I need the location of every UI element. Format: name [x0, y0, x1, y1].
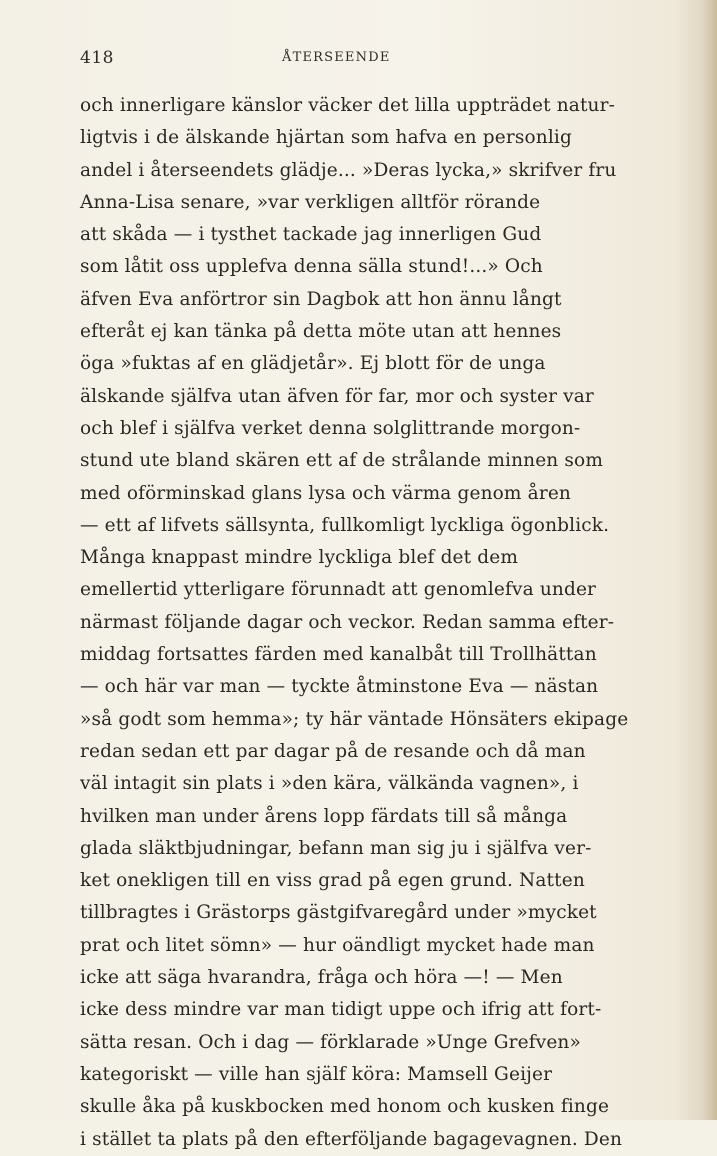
text-line: som låtit oss upplefva denna sälla stund!...» Och — [80, 256, 543, 278]
page-header — [80, 48, 647, 74]
text-line: icke att säga hvarandra, fråga och höra —! — Men — [80, 967, 563, 989]
text-line: öga »fuktas af en glädjetår». Ej blott för de unga — [80, 353, 546, 375]
text-line: med oförminskad glans lysa och värma genom åren — [80, 482, 571, 504]
text-line: hvilken man under årens lopp färdats till så många — [80, 805, 568, 827]
body-text — [80, 90, 642, 1156]
text-line: skulle åka på kuskbocken med honom och kusken finge — [80, 1096, 610, 1118]
text-line: sätta resan. Och i dag — förklarade »Unge Grefven» — [80, 1031, 581, 1053]
text-line: — och här var man — tyckte åtminstone Eva — nästan — [80, 676, 599, 698]
text-line: kategoriskt — ville han själf köra: Mamsell Geijer — [80, 1063, 553, 1085]
running-head: ÅTERSEENDE — [282, 50, 391, 65]
text-line: redan sedan ett par dagar på de resande och då man — [80, 740, 586, 762]
text-line: Många knappast mindre lyckliga blef det dem — [80, 547, 519, 569]
text-line: närmast följande dagar och veckor. Redan samma efter- — [80, 611, 615, 633]
text-line: »så godt som hemma»; ty här väntade Hönsäters ekipage — [80, 708, 629, 730]
text-line: tillbragtes i Grästorps gästgifvaregård under »mycket — [80, 902, 597, 924]
text-line: icke dess mindre var man tidigt uppe och ifrig att fort- — [80, 999, 602, 1021]
page-number: 418 — [80, 48, 114, 68]
text-line: glada släktbjudningar, befann man sig ju i själfva ver- — [80, 837, 592, 859]
text-line: emellertid ytterligare förunnadt att genomlefva under — [80, 579, 597, 601]
text-line: älskande själfva utan äfven för far, mor och syster var — [80, 385, 594, 407]
text-line: — ett af lifvets sällsynta, fullkomligt lyckliga ögonblick. — [80, 514, 610, 536]
text-line: i stället ta plats på den efterföljande bagagevagnen. Den — [80, 1128, 623, 1150]
text-line: Anna-Lisa senare, »var verkligen alltför rörande — [80, 191, 541, 213]
text-line: och blef i själfva verket denna solglittrande morgon- — [80, 417, 581, 439]
text-line: äfven Eva anförtror sin Dagbok att hon ännu långt — [80, 288, 562, 310]
text-line: middag fortsattes färden med kanalbåt till Trollhättan — [80, 644, 597, 666]
text-line: ligtvis i de älskande hjärtan som hafva en personlig — [80, 127, 572, 149]
text-line: efteråt ej kan tänka på detta möte utan att hennes — [80, 321, 562, 343]
text-line: stund ute bland skären ett af de strålande minnen som — [80, 450, 604, 472]
text-line: att skåda — i tysthet tackade jag innerligen Gud — [80, 224, 542, 246]
text-line: ket onekligen till en viss grad på egen grund. Natten — [80, 870, 585, 892]
text-line: väl intagit sin plats i »den kära, välkända vagnen», i — [80, 773, 579, 795]
text-line: andel i återseendets glädje... »Deras lycka,» skrifver fru — [80, 159, 617, 181]
page-edge-shadow — [703, 0, 717, 1120]
text-line: prat och litet sömn» — hur oändligt mycket hade man — [80, 934, 595, 956]
text-line: och innerligare känslor väcker det lilla uppträdet natur- — [80, 95, 615, 116]
